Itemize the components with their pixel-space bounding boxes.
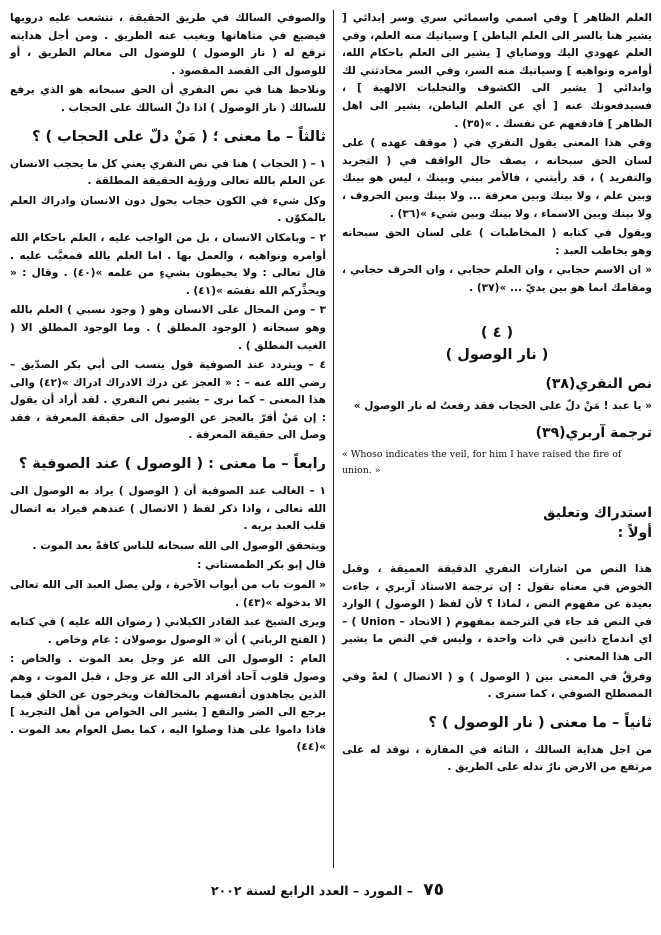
fourth-heading: رابعاً – ما معنى : ( الوصول ) عند الصوفية ؟ bbox=[18, 456, 326, 473]
paragraph: ٢ – وبامكان الانسان ، بل من الواجب عليه ، العلم باحكام الله أوامره ونواهيه ، والعمل بها . اما العلم بالله فمغيَّب عليه . قال تعالى : ولا يحيطون بشيءٍ من علمه »(٤٠) . وقال : « ويحذِّركم الله نفسَه »(٤١) . bbox=[10, 231, 326, 297]
paragraph: العلم الظاهر ] وفي اسمي واسمائي سري وسر إبدائي [ يشير هنا بالسر الى العلم الباطن ] وسياتيك منه العلم، وفي العلم عهودي اليك ووصاياي [ يشير الى العلم باحكام الله، أوامره ونواهيه ] وسياتيك منه السر، وفي السر محادثتي لك وابدائي [ يشير الى الكشوف والتجليات الالهية ] ، فسيدفعونك عنه [ أي عن العلم الباطن، يشير الى اهل الظاهر ] فادفعهم عن نفسك . »(٣٥) . bbox=[342, 12, 652, 130]
paragraph: وفي هذا المعنى يقول النفري في ( موقف عهده ) على لسان الحق سبحانه ، يصف حال الواقف في ( التجريد والتفريد ) ، قد رأيتني ، فالأمر بيني وبينك ، ليس هو بينك وبين علم ، ولا بينك وبين معرفة ... ولا بينك وبين الحروف ، ولا بينك وبين الاسماء ، ولا بينك وبين شيء »(٣٦) . bbox=[342, 137, 652, 220]
paragraph: من اجل هداية السالك ، التائه في المفازة ، توقد له على مرتفع من الارض نارٌ تدله على الطريق . bbox=[342, 743, 652, 774]
analysis-subheading: أولاً : bbox=[617, 525, 652, 542]
column-divider bbox=[333, 10, 334, 868]
left-column bbox=[10, 10, 326, 759]
journal-info: المورد – العدد الرابع لسنة ٢٠٠٢ bbox=[210, 883, 403, 898]
paragraph: ونلاحظ هنا في نص النفري أن الحق سبحانه هو الذي يرفع للسالك ( نار الوصول ) اذا دلّ السالك على الحجاب . bbox=[10, 84, 326, 114]
paragraph: ويتحقق الوصول الى الله سبحانه للناس كافةً بعد الموت . bbox=[32, 539, 326, 552]
paragraph: هذا النص من اشارات النفري الدقيقة العميقة ، وقبل الخوض في معناه نقول : إن ترجمة الاستاذ آربري ، جاءت بعيدة عن مفهوم النص ، لماذا ؟ لأن لفظ ( الوصول ) الوارد في النص قد جاء في الترجمة بمفهوم ( الاتحاد – Union ) – اي اندماج ذاتين في ذات واحدة ، وليس في النص ما يشير الى هذا المعنى . bbox=[342, 563, 652, 664]
page-footer bbox=[0, 880, 661, 900]
text-heading: نص النفري(٣٨) bbox=[545, 375, 652, 392]
translation-heading: ترجمة آربري(٣٩) bbox=[535, 425, 652, 442]
paragraph: ٣ – ومن المحال على الانسان وهو ( وجود نسبي ) العلم بالله وهو سبحانه ( الوجود المطلق ) . وما الوجود المطلق الا ( الغيب المطلق ) . bbox=[10, 304, 326, 352]
paragraph: ١ – ( الحجاب ) هنا في نص النفري يعني كل ما يحجب الانسان عن العلم بالله تعالى ورؤية الحقيقة المطلقة . bbox=[10, 157, 326, 188]
translation-text: « Whoso indicates the veil, for him I have raised the fire of union. » bbox=[342, 449, 622, 477]
page-number: ٧٥ bbox=[423, 880, 445, 900]
section-title: ( نار الوصول ) bbox=[445, 346, 549, 363]
analysis-heading: استدراك وتعليق bbox=[543, 505, 652, 522]
paragraph: وفرقٌ في المعنى بين ( الوصول ) و ( الاتصال ) لغةً وفي المصطلح الصوفي ، كما سنرى . bbox=[342, 670, 652, 701]
paragraph: العام : الوصول الى الله عز وجل بعد الموت . والخاص : وصول قلوب آحاد أفراد الى الله عز وجل ، قبل الموت ، وهم الذين يجاهدون أنفسهم بالمخالفات ويخرجون عن الخلق فيما يرجع الى الضر والنفع [ يشير الى الخواص من أهل التجريد ] فاذا داموا على هذا وصلوا اليه ، كما يصل العوام بعد الموت . »(٤٤) bbox=[10, 653, 326, 754]
paragraph: ويقول في كتابه ( المخاطبات ) على لسان الحق سبحانه وهو يخاطب العبد : bbox=[342, 227, 652, 257]
paragraph: « الموت باب من أبواب الآخرة ، ولن يصل العبد الى الله تعالى الا بدخوله »(٤٣) . bbox=[10, 579, 326, 609]
paragraph: « ان الاسم حجابي ، وان العلم حجابي ، وان الحرف حجابي ، ومقامك انما هو بين يديّ ... »(٣٧) . bbox=[342, 264, 652, 294]
right-column bbox=[342, 10, 652, 779]
paragraph: ١ – الغالب عند الصوفية أن ( الوصول ) يراد به الوصول الى الله تعالى ، واذا ذكر لفظ ( الاتصال ) عندهم فيراد به اتصال قلب العبد بربه . bbox=[10, 485, 326, 533]
third-heading: ثالثاً – ما معنى ؛ ( مَنْ دلّ على الحجاب ) ؟ bbox=[32, 128, 326, 145]
paragraph: ٤ – ويتردد عند الصوفية قول ينسب الى أبي بكر الصدّيق – رضي الله عنه – : « العجز عن درك الادراك ادراك »(٤٢) والى هذا المعنى – كما نرى – يشير نص النفري . لقد أراد أن يقول : إن مَنْ أقرّ بالعجز عن الوصول الى حقيقة المعرفة ، فقد وصل الى حقيقة المعرفة . bbox=[10, 359, 326, 442]
second-heading: ثانياً – ما معنى ( نار الوصول ) ؟ bbox=[428, 714, 652, 731]
paragraph: ويرى الشيخ عبد القادر الكيلاني ( رضوان الله عليه ) في كتابه ( الفتح الرباني ) أن « الوصول بوصولان : عام وخاص . bbox=[10, 616, 326, 646]
paragraph: والصوفي السالك في طريق الحقيقة ، تتشعب عليه دروبها فيضيع في متاهاتها ويغيب عنه الطريق . ومن أجل هدايته ترفع له ( نار الوصول ) للوصول الى معالم الطريق ، أو للوصول الى القصد المقصود . bbox=[10, 12, 326, 77]
footer-dash: – bbox=[406, 883, 413, 898]
paragraph: وكل شيء في الكون حجاب يحول دون الانسان وادراك العلم بالمكوّن . bbox=[10, 194, 326, 225]
section-number: ( ٤ ) bbox=[480, 324, 514, 341]
text-quote: « يا عبد ! مَنْ دلّ على الحجاب فقد رفعتُ له نار الوصول » bbox=[353, 399, 652, 412]
paragraph: قال إبو بكر الطمستاني : bbox=[197, 559, 326, 572]
